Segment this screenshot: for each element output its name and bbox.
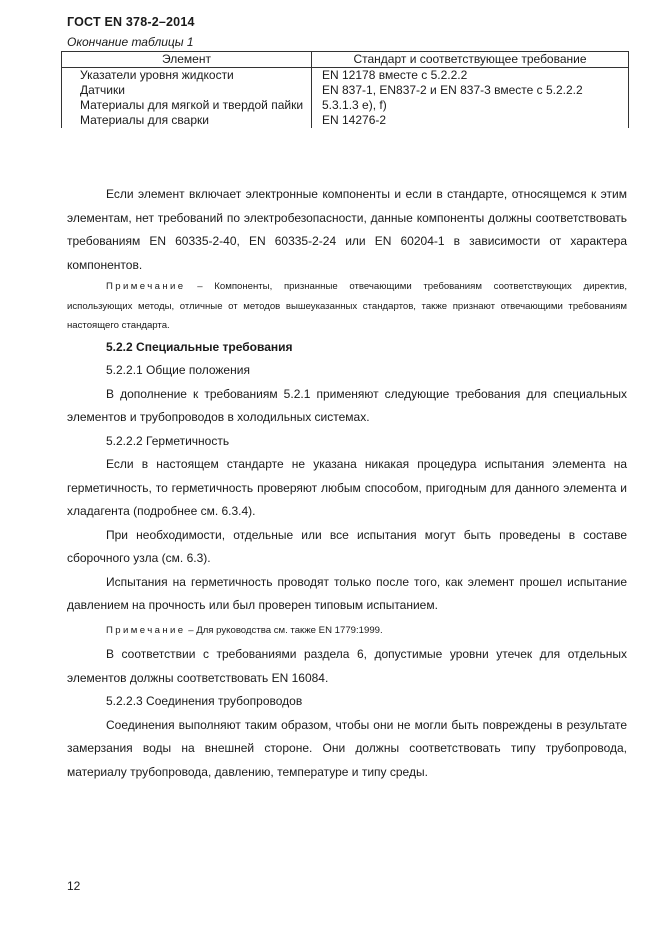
note bbox=[67, 277, 627, 336]
paragraph: При необходимости, отдельные или все испытания могут быть проведены в составе сборочного узла (см. 6.3). bbox=[67, 527, 627, 565]
table-cell-element: Датчики bbox=[62, 83, 312, 98]
paragraph: Испытания на герметичность проводят только после того, как элемент прошел испытание давлением на прочность или был проверен типовым испытанием. bbox=[67, 574, 627, 612]
subsection-heading: 5.2.2.1 Общие положения bbox=[106, 363, 250, 377]
note-text: – Компоненты, признанные отвечающими требованиям соответствующих директив, использующих методы, отличные от методов вышеуказанных стандартов, также признают отвечающими требованиям настоящего стандарта. bbox=[67, 281, 627, 331]
paragraph: Если элемент включает электронные компоненты и если в стандарте, относящемся к этим элементам, нет требований по электробезопасности, данные компоненты должны соответствовать требованиям EN 60335-2-40, EN 60335-2-24 или EN 60204-1 в зависимости от характера компонентов. bbox=[67, 187, 627, 272]
table-row bbox=[62, 68, 629, 84]
note-text: – Для руководства см. также EN 1779:1999. bbox=[185, 624, 383, 636]
table-cell-element: Материалы для мягкой и твердой пайки bbox=[62, 98, 312, 113]
table-row bbox=[62, 83, 629, 98]
table-cell-standard: 5.3.1.3 e), f) bbox=[312, 98, 629, 113]
paragraph: В соответствии с требованиями раздела 6, допустимые уровни утечек для отдельных элементов должны соответствовать EN 16084. bbox=[67, 647, 627, 685]
table-cell-standard: EN 12178 вместе с 5.2.2.2 bbox=[312, 68, 629, 84]
paragraph: Соединения выполняют таким образом, чтобы они не могли быть повреждены в результате замерзания воды на внешней стороне. Они должны соответствовать типу трубопровода, материалу трубопровода, давлению, температуре и типу среды. bbox=[67, 717, 627, 779]
table-cell-standard: EN 14276-2 bbox=[312, 113, 629, 128]
table-caption: Окончание таблицы 1 bbox=[67, 35, 194, 49]
table-cell-standard: EN 837-1, EN837-2 и EN 837-3 вместе с 5.2.2.2 bbox=[312, 83, 629, 98]
table-cell-element: Указатели уровня жидкости bbox=[62, 68, 312, 84]
section-heading: 5.2.2 Специальные требования bbox=[106, 339, 293, 354]
table-row bbox=[62, 113, 629, 128]
column-header-standard: Стандарт и соответствующее требование bbox=[312, 52, 629, 68]
page-number: 12 bbox=[67, 879, 81, 893]
table-cell-element: Материалы для сварки bbox=[62, 113, 312, 128]
standards-table bbox=[61, 51, 629, 128]
note-label: Примечание bbox=[106, 624, 186, 636]
note-label: Примечание bbox=[106, 281, 186, 292]
paragraph: Если в настоящем стандарте не указана никакая процедура испытания элемента на герметичность, то герметичность проверяют любым способом, пригодным для данного элемента и хладагента (подробнее см. 6.3.4). bbox=[67, 457, 627, 518]
subsection-heading: 5.2.2.3 Соединения трубопроводов bbox=[106, 694, 303, 708]
table-row bbox=[62, 98, 629, 113]
column-header-element: Элемент bbox=[62, 52, 312, 68]
subsection-heading: 5.2.2.2 Герметичность bbox=[106, 433, 230, 448]
note bbox=[67, 621, 627, 641]
body-text bbox=[67, 183, 627, 784]
paragraph: В дополнение к требованиям 5.2.1 применяют следующие требования для специальных элементов и трубопроводов в холодильных системах. bbox=[67, 386, 627, 424]
table-header-row bbox=[62, 52, 629, 68]
document-header: ГОСТ EN 378-2–2014 bbox=[67, 15, 195, 29]
